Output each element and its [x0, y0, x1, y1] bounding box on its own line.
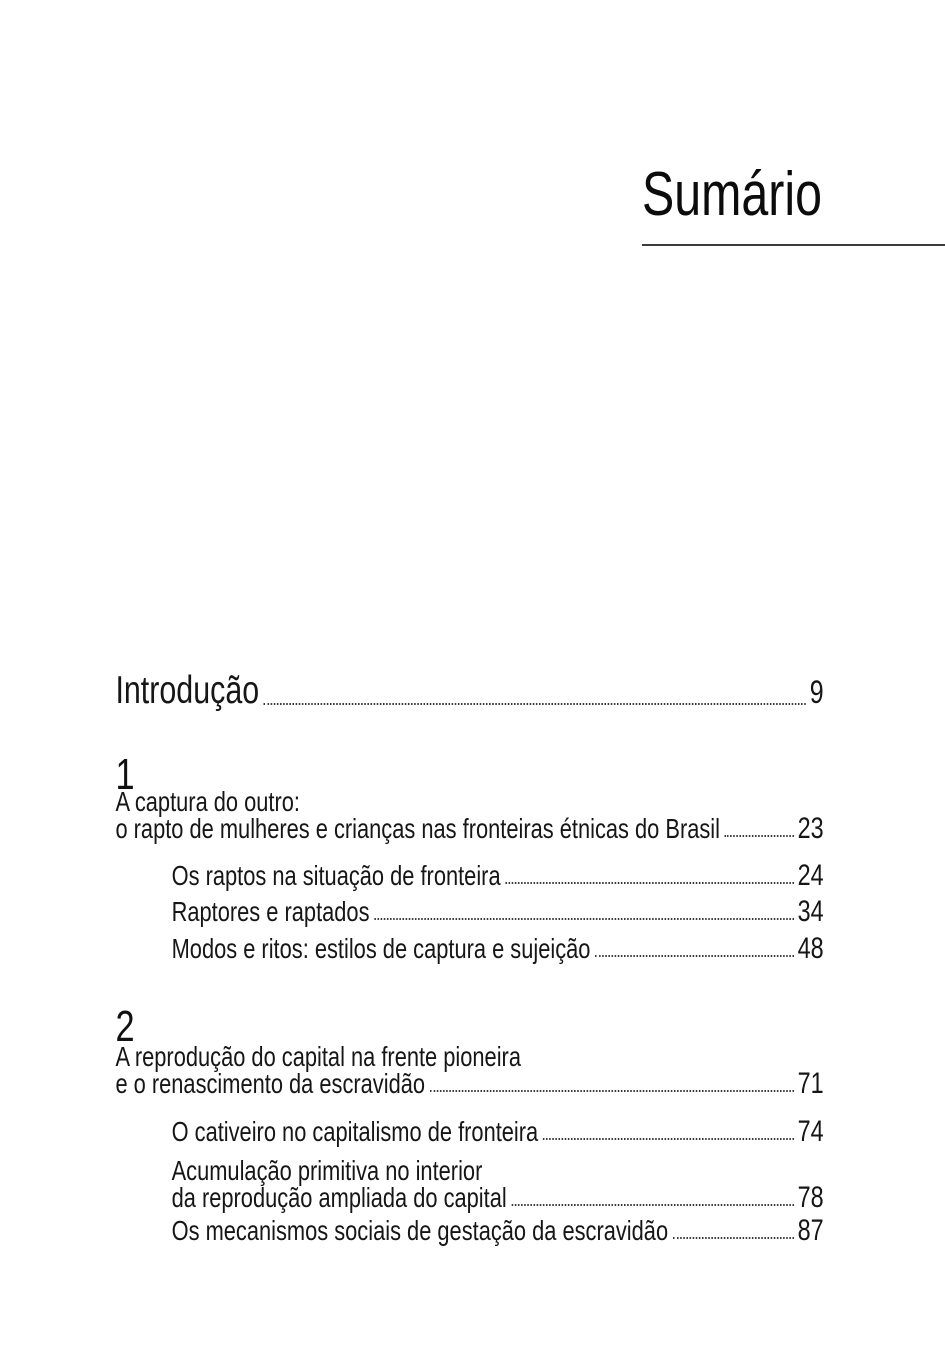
- entry-page-number: 24: [797, 859, 824, 892]
- entry-page-number: 48: [797, 932, 824, 965]
- subsection-label: Modos e ritos: estilos de captura e sujeição: [171, 933, 591, 964]
- page-title: Sumário: [641, 160, 823, 229]
- subsection-label: Acumulação primitiva no interior: [171, 1155, 483, 1186]
- section-number-2: 2: [115, 1002, 135, 1051]
- section-number-1: 1: [115, 750, 135, 799]
- dot-leader: [725, 835, 794, 837]
- entry-page-number: 74: [797, 1115, 824, 1148]
- dot-leader: [430, 1090, 794, 1092]
- toc-entry-subsection[interactable]: [171, 1115, 824, 1148]
- toc-entry-subsection[interactable]: [171, 859, 824, 892]
- entry-page-number: 87: [797, 1214, 824, 1247]
- dot-leader: [543, 1138, 794, 1140]
- chapter-heading-line: A reprodução do capital na frente pioneira: [115, 1041, 521, 1072]
- toc-entry-subsection[interactable]: [171, 1214, 824, 1247]
- dot-leader: [595, 955, 794, 957]
- entry-page-number: 34: [797, 895, 824, 928]
- toc-entry-subsection[interactable]: [171, 932, 824, 965]
- title-rule: [642, 244, 945, 246]
- toc-entry-subsection[interactable]: [171, 895, 824, 928]
- dot-leader: [505, 882, 793, 884]
- entry-page-number: 9: [809, 674, 824, 710]
- entry-page-number: 71: [797, 1067, 824, 1100]
- chapter-heading-line: A captura do outro:: [115, 786, 300, 817]
- dot-leader: [673, 1237, 794, 1239]
- subsection-label: da reprodução ampliada do capital: [171, 1182, 507, 1213]
- toc-entry-introducao[interactable]: [115, 671, 823, 712]
- chapter-heading-line: e o renascimento da escravidão: [115, 1068, 426, 1099]
- entry-page-number: 78: [797, 1181, 824, 1214]
- subsection-label: O cativeiro no capitalismo de fronteira: [171, 1116, 539, 1147]
- entry-page-number: 23: [797, 812, 824, 845]
- entry-label: Introdução: [115, 669, 260, 712]
- subsection-label: Os raptos na situação de fronteira: [171, 860, 501, 891]
- toc-entry-subsection[interactable]: [171, 1155, 824, 1214]
- dot-leader: [511, 1204, 793, 1206]
- dot-leader: [374, 918, 794, 920]
- chapter-heading-line: o rapto de mulheres e crianças nas fronteiras étnicas do Brasil: [115, 813, 720, 844]
- toc-entry-chapter-1[interactable]: [115, 786, 824, 845]
- subsection-label: Os mecanismos sociais de gestação da escravidão: [171, 1215, 669, 1246]
- toc-entry-chapter-2[interactable]: [115, 1041, 824, 1100]
- dot-leader: [264, 703, 806, 705]
- subsection-label: Raptores e raptados: [171, 896, 370, 927]
